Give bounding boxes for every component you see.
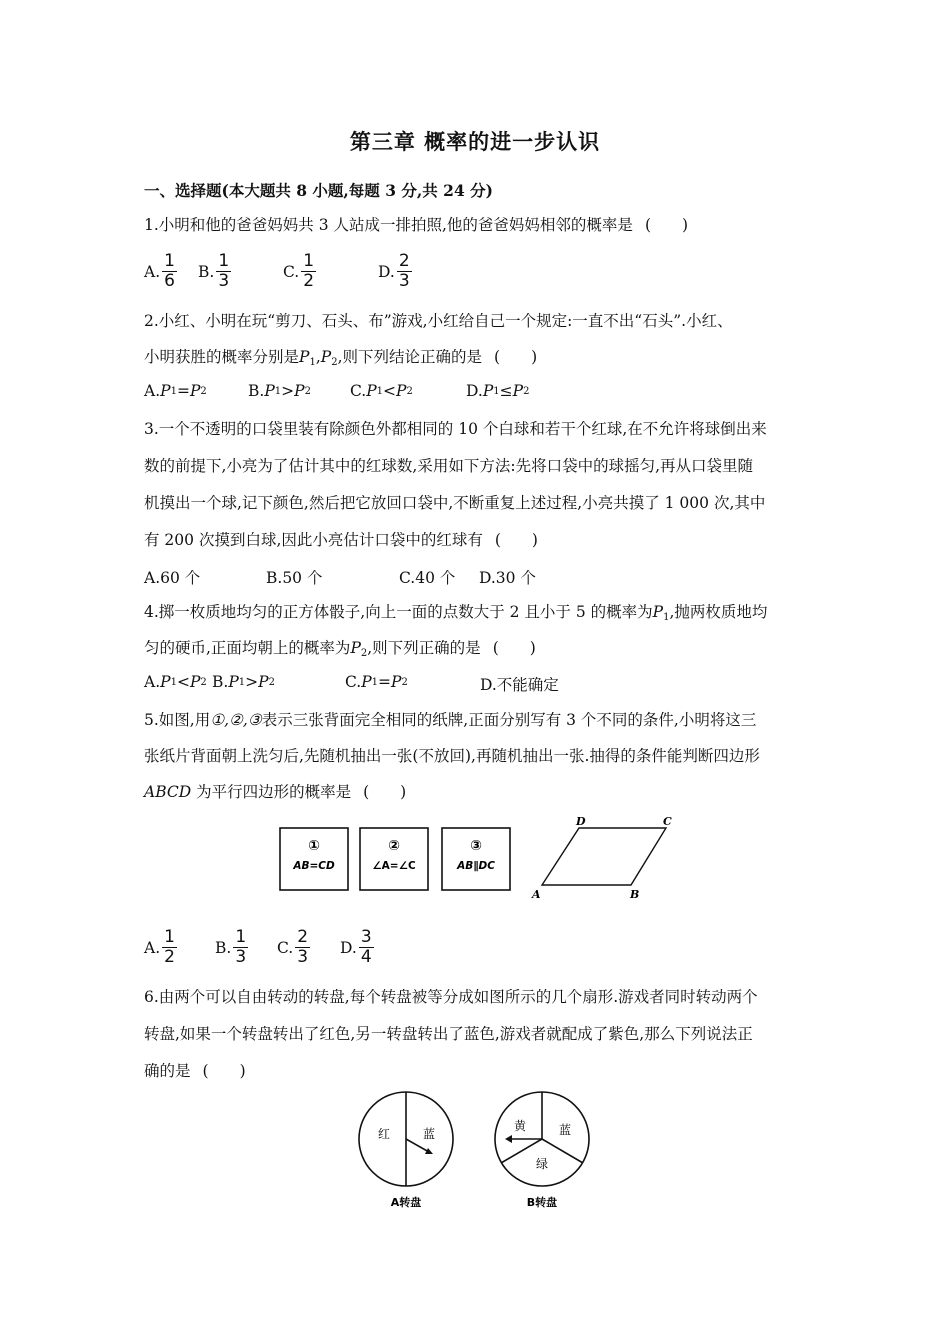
question-3-line-1: 3.一个不透明的口袋里装有除颜色外都相同的 10 个白球和若干个红球,在不允许将球倒出来 xyxy=(144,420,767,438)
spinner-b-caption: B转盘 xyxy=(526,1196,558,1209)
vertex-d-label: D xyxy=(576,815,586,828)
q1-option-b: B. $\frac{1}{3}$ xyxy=(198,251,230,291)
section-header: 一、选择题(本大题共 8 小题,每题 3 分,共 24 分) xyxy=(144,181,493,200)
page-title: 第三章 概率的进一步认识 xyxy=(349,129,601,154)
card-3-condition: AB∥DC xyxy=(457,860,495,872)
q1-option-a: A. $\frac{1}{6}$ xyxy=(144,251,175,291)
q3-option-d: D.30 个 xyxy=(479,569,536,587)
q4-option-c: C. P 1 = P 2 xyxy=(345,673,408,691)
card-2 xyxy=(360,828,428,890)
vertex-b-label: B xyxy=(630,888,640,901)
question-4-line-2: 匀的硬币,正面均朝上的概率为$P_2$,则下列正确的是 ( ) xyxy=(144,639,536,659)
parallelogram-abcd xyxy=(531,815,672,901)
pointer-arrow-icon xyxy=(505,1135,512,1143)
q3-option-b: B.50 个 xyxy=(266,569,323,587)
spinner-a xyxy=(359,1092,453,1209)
answer-paren: ( ) xyxy=(644,216,689,234)
card-2-number: ② xyxy=(388,838,400,854)
q3-option-c: C.40 个 xyxy=(399,569,456,587)
question-2-line-1: 2.小红、小明在玩“剪刀、石头、布”游戏,小红给自己一个规定:一直不出“石头”.小红、 xyxy=(144,312,733,330)
q2-option-b: B. P 1 > P 2 xyxy=(248,382,311,400)
card-1 xyxy=(280,828,348,890)
spinner-b-yellow-label: 黄 xyxy=(513,1119,527,1133)
spinner-a-blue-label: 蓝 xyxy=(422,1127,436,1141)
question-4-line-1: 4.掷一枚质地均匀的正方体骰子,向上一面的点数大于 2 且小于 5 的概率为$P_1$,抛两枚质地均 xyxy=(144,603,768,623)
spinner-b-blue-label: 蓝 xyxy=(558,1123,572,1137)
question-3-line-4: 有 200 次摸到白球,因此小亮估计口袋中的红球有 ( ) xyxy=(144,531,538,549)
card-3 xyxy=(442,828,510,890)
question-1-text: 1.小明和他的爸爸妈妈共 3 人站成一排拍照,他的爸爸妈妈相邻的概率是 ( ) xyxy=(144,216,689,234)
q1-option-d: D. $\frac{2}{3}$ xyxy=(378,251,410,291)
q6-figure xyxy=(350,1086,610,1216)
card-1-number: ① xyxy=(308,838,320,854)
vertex-a-label: A xyxy=(532,888,541,901)
question-2-line-2: 小明获胜的概率分别是$P_1,P_2$,则下列结论正确的是 ( ) xyxy=(144,348,538,368)
q5-option-d: D. $\frac{3}{4}$ xyxy=(340,927,372,967)
spinner-b-green-label: 绿 xyxy=(535,1157,549,1171)
question-5-line-3: ABCD 为平行四边形的概率是 ( ) xyxy=(144,783,407,801)
card-2-condition: ∠A=∠C xyxy=(372,860,416,872)
q2-option-d: D. P 1 ≤ P 2 xyxy=(466,382,530,400)
spinner-a-red-label: 红 xyxy=(377,1127,391,1141)
q2-option-a: A. P 1 = P 2 xyxy=(144,382,207,400)
card-3-number: ③ xyxy=(470,838,482,854)
q5-option-b: B. $\frac{1}{3}$ xyxy=(215,927,247,967)
q3-option-a: A.60 个 xyxy=(144,569,201,587)
question-3-line-3: 机摸出一个球,记下颜色,然后把它放回口袋中,不断重复上述过程,小亮共摸了 1 000 次,其中 xyxy=(144,494,766,512)
q4-option-a: A. P 1 < P 2 xyxy=(144,673,207,691)
q4-option-d: D.不能确定 xyxy=(480,676,559,694)
question-6-line-2: 转盘,如果一个转盘转出了红色,另一转盘转出了蓝色,游戏者就配成了紫色,那么下列说法正 xyxy=(144,1025,753,1043)
q5-option-c: C. $\frac{2}{3}$ xyxy=(277,927,309,967)
q5-figure xyxy=(270,812,690,904)
vertex-c-label: C xyxy=(663,815,672,828)
card-1-condition: AB=CD xyxy=(293,860,335,872)
question-5-line-1: 5.如图,用①,②,③表示三张背面完全相同的纸牌,正面分别写有 3 个不同的条件,小明将这三 xyxy=(144,711,757,729)
question-6-line-1: 6.由两个可以自由转动的转盘,每个转盘被等分成如图所示的几个扇形.游戏者同时转动两个 xyxy=(144,988,758,1006)
question-6-line-3: 确的是 ( ) xyxy=(144,1062,246,1080)
spinner-b xyxy=(495,1092,589,1209)
question-3-line-2: 数的前提下,小亮为了估计其中的红球数,采用如下方法:先将口袋中的球摇匀,再从口袋里随 xyxy=(144,457,754,475)
q2-option-c: C. P 1 < P 2 xyxy=(350,382,413,400)
q4-option-b: B. P 1 > P 2 xyxy=(212,673,275,691)
q5-option-a: A. $\frac{1}{2}$ xyxy=(144,927,175,967)
spinner-a-caption: A转盘 xyxy=(390,1196,422,1209)
question-5-line-2: 张纸片背面朝上洗匀后,先随机抽出一张(不放回),再随机抽出一张.抽得的条件能判断四边形 xyxy=(144,747,760,765)
q1-option-c: C. $\frac{1}{2}$ xyxy=(283,251,315,291)
